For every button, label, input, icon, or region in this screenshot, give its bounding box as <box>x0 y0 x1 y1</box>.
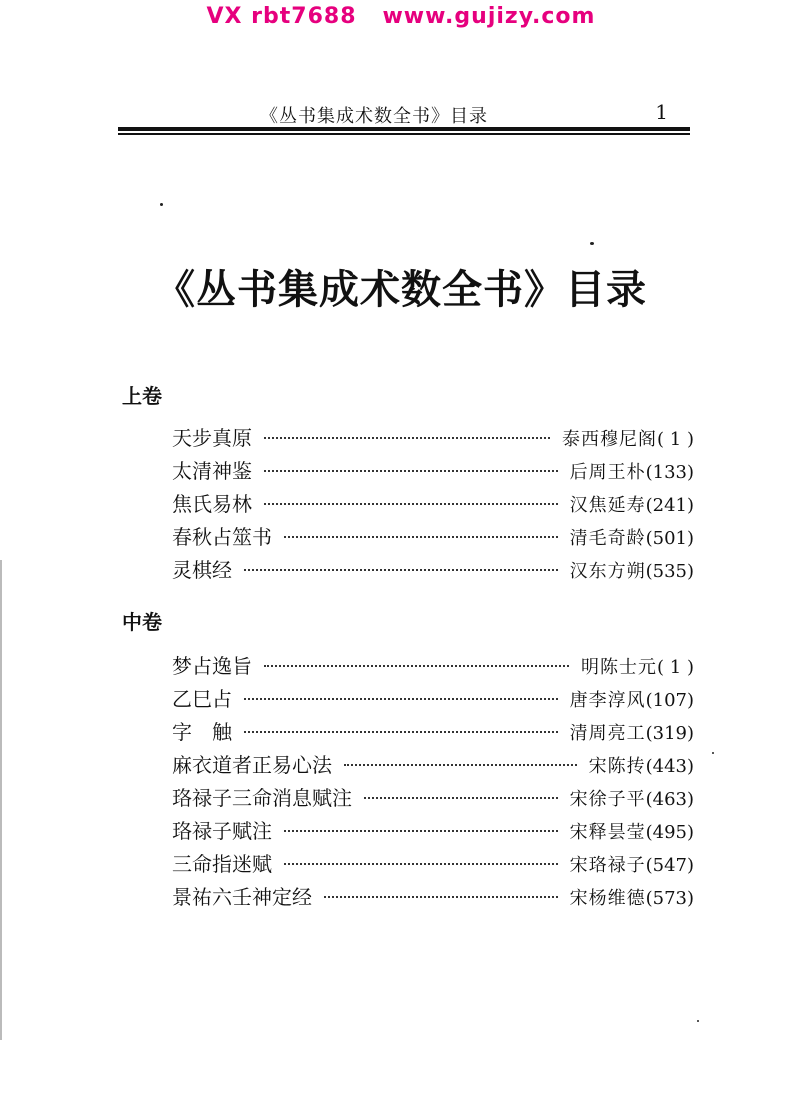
running-title: 《丛书集成术数全书》目录 <box>260 106 488 127</box>
dot-leader <box>284 830 558 832</box>
dot-leader <box>264 665 569 667</box>
entry-page: ( 1 ) <box>657 429 694 450</box>
dot-leader <box>264 437 550 439</box>
entry-title: 太清神鉴 <box>172 459 252 483</box>
toc-entry[interactable] <box>172 881 694 914</box>
dot-leader <box>244 731 558 733</box>
entry-author: 汉东方朔 <box>569 561 646 582</box>
dot-leader <box>324 896 558 898</box>
toc-entry[interactable] <box>172 650 694 683</box>
entry-author: 宋陈抟 <box>588 756 646 777</box>
entry-author: 明陈士元 <box>581 657 658 678</box>
page-title: 《丛书集成术数全书》目录 <box>155 267 647 313</box>
section-heading-upper: 上卷 <box>122 384 162 408</box>
scan-speck <box>590 242 594 245</box>
entry-title: 景祐六壬神定经 <box>172 885 312 909</box>
header-rule-thick <box>118 127 690 131</box>
entry-page: (107) <box>645 690 694 711</box>
toc-entry[interactable] <box>172 848 694 881</box>
dot-leader <box>344 764 577 766</box>
toc-list-upper <box>172 422 694 587</box>
entry-title: 珞禄子赋注 <box>172 819 272 843</box>
entry-page: (463) <box>645 789 694 810</box>
entry-page: (535) <box>645 561 694 582</box>
entry-author: 汉焦延寿 <box>569 495 646 516</box>
scan-speck <box>160 203 163 206</box>
toc-entry[interactable] <box>172 749 694 782</box>
entry-title: 珞禄子三命消息赋注 <box>172 786 352 810</box>
toc-entry[interactable] <box>172 455 694 488</box>
section-heading-middle: 中卷 <box>122 610 162 634</box>
entry-title: 春秋占筮书 <box>172 525 272 549</box>
toc-entry[interactable] <box>172 422 694 455</box>
watermark-text: VX rbt7688 www.gujizy.com <box>206 4 596 29</box>
entry-page: (495) <box>645 822 694 843</box>
entry-title: 灵棋经 <box>172 558 232 582</box>
toc-entry[interactable] <box>172 488 694 521</box>
entry-page: ( 1 ) <box>657 657 694 678</box>
entry-page: (241) <box>645 495 694 516</box>
entry-page: (319) <box>645 723 694 744</box>
entry-page: (443) <box>645 756 694 777</box>
scan-speck <box>697 1020 699 1022</box>
entry-author: 清周亮工 <box>569 723 646 744</box>
toc-entry[interactable] <box>172 521 694 554</box>
entry-title: 乙巳占 <box>172 687 232 711</box>
scan-speck <box>712 752 714 754</box>
entry-author: 宋徐子平 <box>569 789 646 810</box>
toc-list-middle <box>172 650 694 914</box>
entry-page: (573) <box>645 888 694 909</box>
dot-leader <box>364 797 558 799</box>
toc-entry[interactable] <box>172 716 694 749</box>
toc-entry[interactable] <box>172 683 694 716</box>
entry-author: 宋珞禄子 <box>569 855 646 876</box>
header-rule-thin <box>118 133 690 135</box>
toc-entry[interactable] <box>172 554 694 587</box>
entry-author: 宋释昙莹 <box>569 822 646 843</box>
entry-title: 麻衣道者正易心法 <box>172 753 332 777</box>
entry-title: 字 触 <box>172 720 232 744</box>
toc-entry[interactable] <box>172 782 694 815</box>
entry-page: (547) <box>645 855 694 876</box>
running-header <box>120 100 690 128</box>
toc-entry[interactable] <box>172 815 694 848</box>
entry-title: 焦氏易林 <box>172 492 252 516</box>
entry-page: (501) <box>645 528 694 549</box>
entry-author: 后周王朴 <box>569 462 646 483</box>
entry-title: 梦占逸旨 <box>172 654 252 678</box>
entry-author: 清毛奇龄 <box>569 528 646 549</box>
entry-author: 泰西穆尼阁 <box>562 429 658 450</box>
scan-page-edge <box>0 560 2 1040</box>
dot-leader <box>264 470 558 472</box>
entry-title: 天步真原 <box>172 426 252 450</box>
dot-leader <box>244 569 558 571</box>
entry-author: 宋杨维德 <box>569 888 646 909</box>
entry-author: 唐李淳风 <box>569 690 646 711</box>
entry-page: (133) <box>645 462 694 483</box>
dot-leader <box>244 698 558 700</box>
dot-leader <box>284 536 558 538</box>
dot-leader <box>264 503 558 505</box>
dot-leader <box>284 863 558 865</box>
page-number: 1 <box>655 100 668 124</box>
entry-title: 三命指迷赋 <box>172 852 272 876</box>
